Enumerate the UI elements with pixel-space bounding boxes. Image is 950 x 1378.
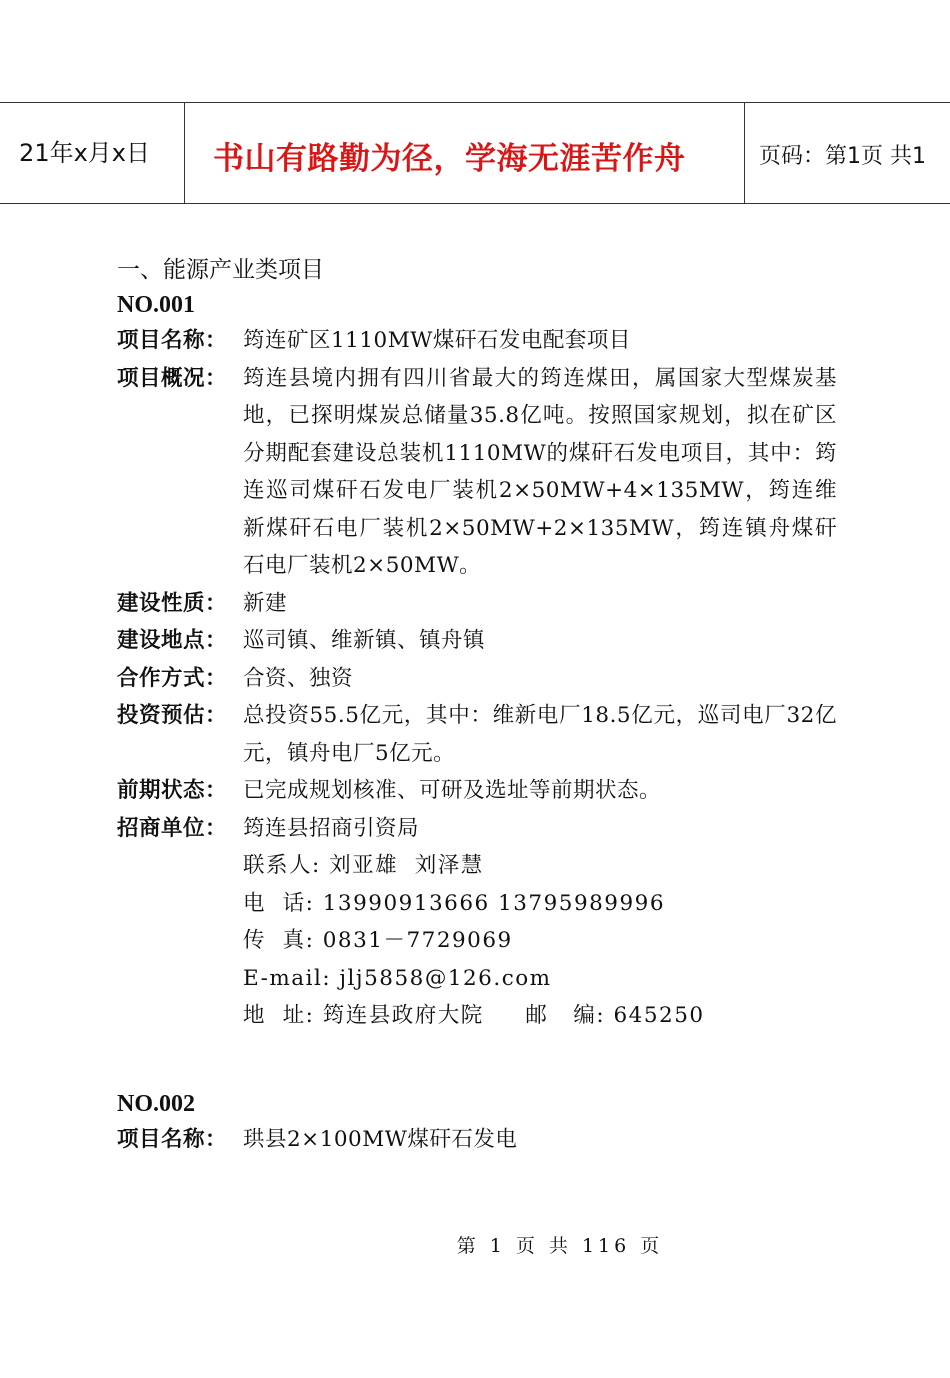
field-label: 项目概况： — [117, 365, 228, 391]
header-motto: 书山有路勤为径，学海无涯苦作舟 — [213, 141, 686, 177]
contact-email: E-mail: jlj5858@126.com — [243, 965, 552, 991]
project-name-row — [117, 1121, 837, 1159]
construction-location: 巡司镇、维新镇、镇舟镇 — [243, 628, 486, 653]
header-date: 21年x月x日 — [19, 139, 150, 167]
header-motto-cell — [185, 103, 745, 203]
field-label: 建设地点： — [117, 628, 228, 653]
header-page-number: 页码：第1页 共1 — [759, 144, 926, 169]
page-header — [0, 102, 950, 204]
project-number: NO.001 — [117, 292, 195, 318]
investment-estimate: 总投资55.5亿元，其中：维新电厂18.5亿元，巡司电厂32亿元，镇舟电厂5亿元。 — [243, 703, 837, 766]
investment-unit-row — [117, 810, 837, 848]
construction-location-row — [117, 622, 837, 660]
field-label: 招商单位： — [117, 815, 228, 841]
contact-fax: 传 真: 0831－7729069 — [243, 928, 513, 953]
section-spacer — [117, 1035, 837, 1087]
field-label: 项目名称： — [117, 328, 228, 353]
construction-nature-row — [117, 585, 837, 623]
project-overview: 筠连县境内拥有四川省最大的筠连煤田，属国家大型煤炭基地，已探明煤炭总储量35.8亿吨。按照国家规划，拟在矿区分期配套建设总装机1110MW的煤矸石发电项目，其中：筠连巡司煤矸石发电厂装机2×50MW+4×135MW，筠连维新煤矸石电厂装机2×50MW+2×135MW，筠连镇舟煤矸石电厂装机2×50MW。 — [243, 365, 837, 578]
section-title: 一、能源产业类项目 — [117, 257, 324, 283]
page-footer: 第 1 页 共 116 页 — [456, 1235, 664, 1257]
project-number: NO.002 — [117, 1090, 195, 1117]
field-label: 建设性质： — [117, 590, 228, 616]
project-name-row — [117, 322, 837, 360]
preliminary-status-row — [117, 772, 837, 810]
field-label: 项目名称： — [117, 1126, 228, 1152]
contact-address: 地 址: 筠连县政府大院 邮 编: 645250 — [243, 1003, 705, 1028]
project-name: 珙县2×100MW煤矸石发电 — [243, 1126, 518, 1152]
document-body — [117, 252, 837, 1158]
project-overview-row — [117, 360, 837, 585]
field-label: 投资预估： — [117, 703, 228, 728]
construction-nature: 新建 — [243, 590, 288, 616]
cooperation-mode: 合资、独资 — [243, 665, 354, 691]
contact-person: 联系人: 刘亚雄 刘泽慧 — [243, 853, 484, 878]
investment-estimate-row — [117, 697, 837, 772]
header-date-cell — [0, 103, 185, 203]
preliminary-status: 已完成规划核准、可研及选址等前期状态。 — [243, 778, 662, 803]
project-name: 筠连矿区1110MW煤矸石发电配套项目 — [243, 328, 631, 353]
header-page-cell — [745, 103, 950, 203]
cooperation-mode-row — [117, 660, 837, 698]
investment-unit: 筠连县招商引资局 — [243, 815, 420, 841]
contact-phone: 电 话: 13990913666 13795989996 — [243, 890, 666, 916]
field-label: 合作方式： — [117, 665, 228, 691]
field-label: 前期状态： — [117, 778, 228, 803]
